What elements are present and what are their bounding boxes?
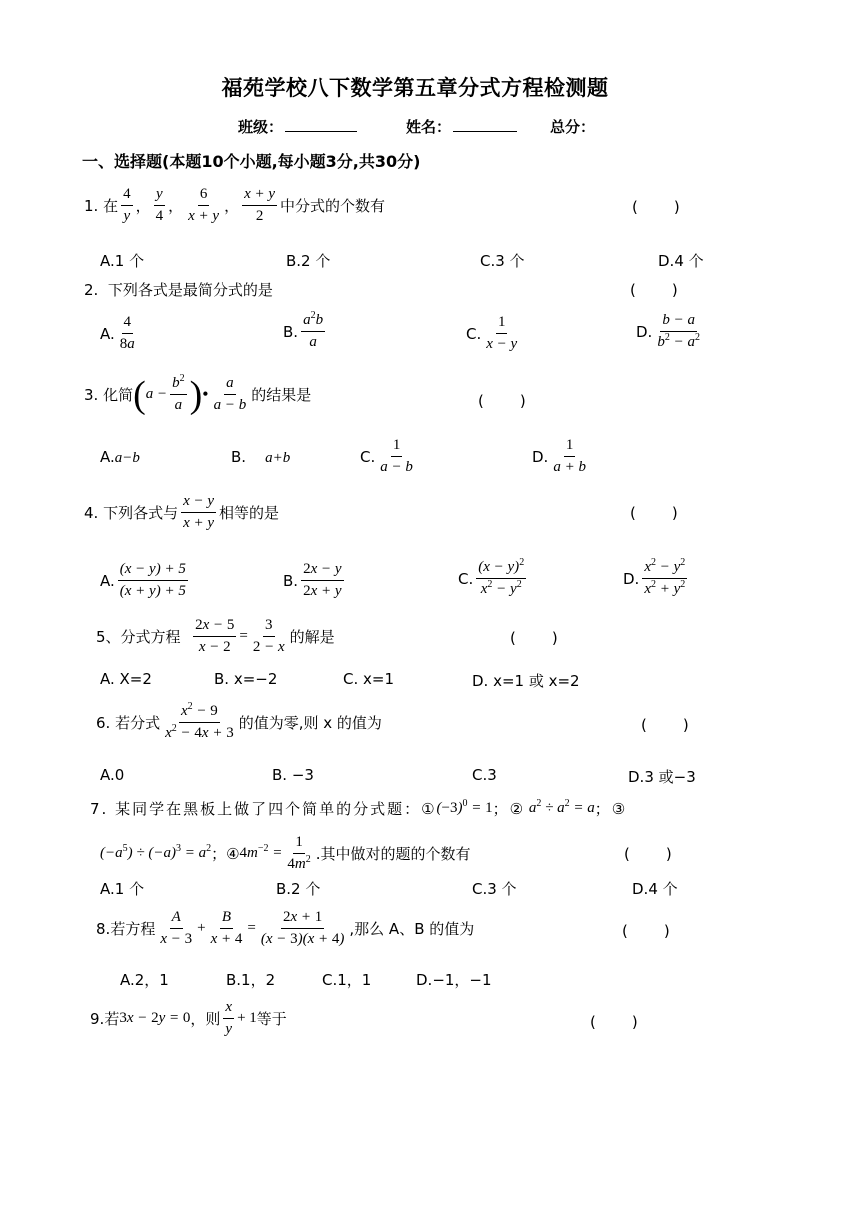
q3-answer-paren[interactable]: ( ) [478, 392, 528, 410]
q4-option-c[interactable] [458, 559, 529, 599]
q6-text: 的值为零,则 x 的值为 [238, 714, 382, 733]
q4-answer-paren[interactable]: ( ) [630, 504, 680, 522]
q8-pre: 若方程 [110, 920, 156, 939]
q7-expr-3: $(-a^5) \div (-a)^3 = a^2$ [100, 843, 212, 862]
name-label: 姓名： [406, 118, 452, 136]
q2-option-a-expr: $\frac{4}{8a}$ [119, 314, 135, 353]
q3-option-b-label: B. [231, 448, 247, 466]
q9-expr-2: $\frac{x}{y}$ [225, 999, 233, 1038]
q5-option-b[interactable]: B. x=−2 [214, 670, 278, 688]
q1-expr-3: $\frac{6}{x + y}$ [188, 186, 220, 225]
q7-option-c[interactable]: C.3 个 [472, 880, 517, 898]
q2-option-a-label: A. [100, 324, 115, 343]
q3-option-b-expr: a+b [265, 450, 291, 466]
question-7 [90, 798, 627, 819]
q8-option-a[interactable]: A.2，1 [120, 971, 169, 989]
q7-option-b[interactable]: B.2 个 [276, 880, 321, 898]
question-9: 9. 若 3x − 2y = 0 ，则 $\frac{x}{y}$ + 1 等于 [90, 999, 287, 1038]
class-blank[interactable] [285, 117, 357, 132]
q4-option-c-label: C. [458, 569, 474, 588]
q7-answer-paren[interactable]: ( ) [624, 845, 674, 863]
page-title: 福苑学校八下数学第五章分式方程检测题 [221, 76, 609, 100]
q7-option-a[interactable]: A.1 个 [100, 880, 145, 898]
q5-answer-paren[interactable]: ( ) [510, 629, 560, 647]
q8-expr-a: $\frac{A}{x - 3}$ [160, 909, 193, 948]
q4-text: 相等的是 [219, 504, 280, 523]
q8-number: 8. [96, 919, 111, 938]
q2-number: 2. [84, 281, 99, 299]
q7-number: 7. [90, 799, 109, 818]
q8-option-c[interactable]: C.1，1 [322, 971, 372, 989]
q2-text: 下列各式是最简分式的是 [107, 281, 273, 299]
q8-text: ,那么 A、B 的值为 [349, 920, 475, 939]
score-label: 总分： [550, 118, 596, 136]
class-label: 班级： [238, 118, 284, 136]
q5-expr-right: $\frac{3}{2 - x}$ [252, 617, 285, 656]
q3-option-c-expr: $\frac{1}{a - b}$ [380, 437, 413, 476]
q3-expr-frac2: $\frac{a}{a - b}$ [213, 375, 247, 414]
q9-mid: ，则 [190, 1010, 221, 1029]
q7-pre: 某同学在黑板上做了四个简单的分式题：① [115, 800, 437, 818]
q2-option-c[interactable] [466, 314, 522, 354]
q2-option-d-label: D. [636, 322, 653, 341]
q6-option-c[interactable]: C.3 [472, 766, 497, 784]
q7-expr-4-frac: $\frac{1}{4m^2}$ [287, 834, 311, 873]
q3-option-b[interactable] [231, 448, 290, 467]
q4-expr: $\frac{x - y}{x + y}$ [183, 493, 215, 532]
q1-option-c[interactable]: C.3 个 [480, 252, 525, 270]
q3-text: 的结果是 [251, 386, 312, 405]
q5-option-d[interactable]: D. x=1 或 x=2 [472, 672, 580, 690]
name-blank[interactable] [453, 117, 517, 132]
q1-expr-4: $\frac{x + y}{2}$ [244, 186, 276, 225]
q1-number: 1. [84, 196, 99, 215]
q8-answer-paren[interactable]: ( ) [622, 922, 672, 940]
q3-option-a-label: A. [100, 448, 115, 466]
class-field [238, 116, 357, 137]
q3-pre: 化简 [103, 386, 134, 405]
q2-option-b-expr: $\frac{a^2b}{a}$ [303, 310, 324, 351]
question-6 [96, 703, 382, 743]
q3-option-c-label: C. [360, 447, 376, 466]
question-1: 1. 在 $\frac{4}{y}$ ， $\frac{y}{4}$ ， $\frac{6}{x + y}$ ， $\frac{x + y}{2}$ 中分式的个数有 [84, 186, 386, 225]
q7-expr-4: $4m^{-2}$ = [239, 843, 283, 862]
q1-option-d[interactable]: D.4 个 [658, 252, 704, 270]
q3-option-d[interactable] [532, 437, 591, 477]
q9-pre: 若 [104, 1010, 120, 1029]
q2-answer-paren[interactable]: ( ) [630, 281, 680, 299]
q5-number: 5、 [96, 628, 121, 647]
q2-option-b-label: B. [283, 322, 299, 341]
section-heading: 一、选择题(本题10个小题,每小题3分,共30分) [82, 152, 421, 171]
q4-option-d[interactable] [623, 559, 690, 599]
q7-sep-1: ；② [492, 800, 526, 818]
q3-option-d-label: D. [532, 447, 549, 466]
q3-option-c[interactable] [360, 437, 418, 477]
q6-expr: $\frac{x^2 - 9}{x^2 - 4x + 3}$ [165, 701, 234, 742]
q4-option-a-label: A. [100, 571, 115, 590]
q1-text: 中分式的个数有 [280, 197, 386, 216]
q7-text: .其中做对的题的个数有 [315, 845, 471, 864]
q8-expr-right: $\frac{2x + 1}{(x - 3)(x + 4)}$ [260, 909, 345, 948]
q9-expr-1: 3x − 2y = 0 [119, 1010, 191, 1027]
q3-expr-frac1: $\frac{b^2}{a}$ [172, 373, 185, 414]
q7-option-d[interactable]: D.4 个 [632, 880, 678, 898]
q7-sep-2: ；③ [594, 800, 628, 818]
q7-sep-3: ；④ [211, 845, 240, 864]
q2-option-a[interactable] [100, 314, 140, 354]
q9-number: 9. [90, 1009, 105, 1028]
name-field [406, 116, 517, 137]
q2-option-d-expr: $\frac{b - a}{b^2 - a^2}$ [657, 312, 700, 351]
q2-option-c-expr: $\frac{1}{x - y}$ [486, 314, 518, 353]
q5-option-c[interactable]: C. x=1 [343, 670, 394, 688]
q1-option-a[interactable]: A.1 个 [100, 252, 145, 270]
q1-expr-1: $\frac{4}{y}$ [123, 186, 131, 225]
q2-option-c-label: C. [466, 324, 482, 343]
q5-text: 的解是 [289, 628, 335, 647]
q5-pre: 分式方程 [120, 628, 181, 647]
q2-option-b[interactable] [283, 312, 328, 352]
q3-number: 3. [84, 385, 99, 404]
q8-option-b[interactable]: B.1，2 [226, 971, 276, 989]
q5-expr-left: $\frac{2x - 5}{x - 2}$ [195, 617, 235, 656]
q6-option-b[interactable]: B. −3 [272, 766, 314, 784]
q1-pre: 在 [103, 197, 119, 216]
q3-option-d-expr: $\frac{1}{a + b}$ [553, 437, 586, 476]
q4-option-a[interactable] [100, 561, 191, 601]
q4-option-d-label: D. [623, 569, 640, 588]
q8-option-d[interactable]: D.−1，−1 [416, 971, 492, 989]
q4-option-b-expr: $\frac{2x - y}{2x + y}$ [303, 561, 342, 600]
q2-option-d[interactable] [636, 312, 705, 352]
q4-option-b-label: B. [283, 571, 299, 590]
question-4 [84, 493, 279, 533]
q3-option-a[interactable] [100, 448, 140, 467]
q6-option-a[interactable]: A.0 [100, 766, 125, 784]
q4-option-b[interactable] [283, 561, 347, 601]
q1-expr-2: $\frac{y}{4}$ [155, 186, 164, 225]
q7-expr-1: $(-3)^0 = 1$ [436, 798, 493, 816]
q4-number: 4. [84, 503, 99, 522]
q6-number: 6. [96, 713, 111, 732]
question-2 [84, 279, 273, 300]
q4-pre: 下列各式与 [103, 504, 179, 523]
q6-option-d[interactable]: D.3 或−3 [628, 768, 696, 786]
question-5: 5、 分式方程 $\frac{2x - 5}{x - 2}$ = $\frac{3}{2 - x}$ 的解是 [96, 617, 335, 656]
q3-option-a-expr: a−b [114, 450, 140, 466]
q1-answer-paren[interactable]: ( ) [632, 198, 682, 216]
question-3: 3. 化简 ( a − $\frac{b^2}{a}$ ) • $\frac{a}{a - b}$ 的结果是 [84, 373, 312, 416]
q8-expr-b: $\frac{B}{x + 4}$ [210, 909, 243, 948]
q4-option-a-expr: $\frac{(x - y) + 5}{(x + y) + 5}$ [119, 561, 186, 600]
q7-expr-2: $a^2 \div a^2 = a$ [525, 798, 595, 816]
q6-pre: 若分式 [115, 714, 161, 733]
q1-option-b[interactable]: B.2 个 [286, 252, 331, 270]
q4-option-d-expr: $\frac{x^2 - y^2}{x^2 + y^2}$ [644, 557, 686, 598]
q6-answer-paren[interactable]: ( ) [641, 716, 691, 734]
question-8: 8. 若方程 $\frac{A}{x - 3}$ + $\frac{B}{x + 4}$ = $\frac{2x + 1}{(x - 3)(x + 4)}$ ,那么 A、B 的值为 [96, 909, 475, 948]
q5-option-a[interactable]: A. X=2 [100, 670, 152, 688]
q9-text: 等于 [256, 1010, 287, 1029]
q9-answer-paren[interactable]: ( ) [590, 1013, 640, 1031]
question-7-line-2 [100, 834, 471, 874]
q4-option-c-expr: $\frac{(x - y)^2}{x^2 - y^2}$ [478, 557, 525, 598]
